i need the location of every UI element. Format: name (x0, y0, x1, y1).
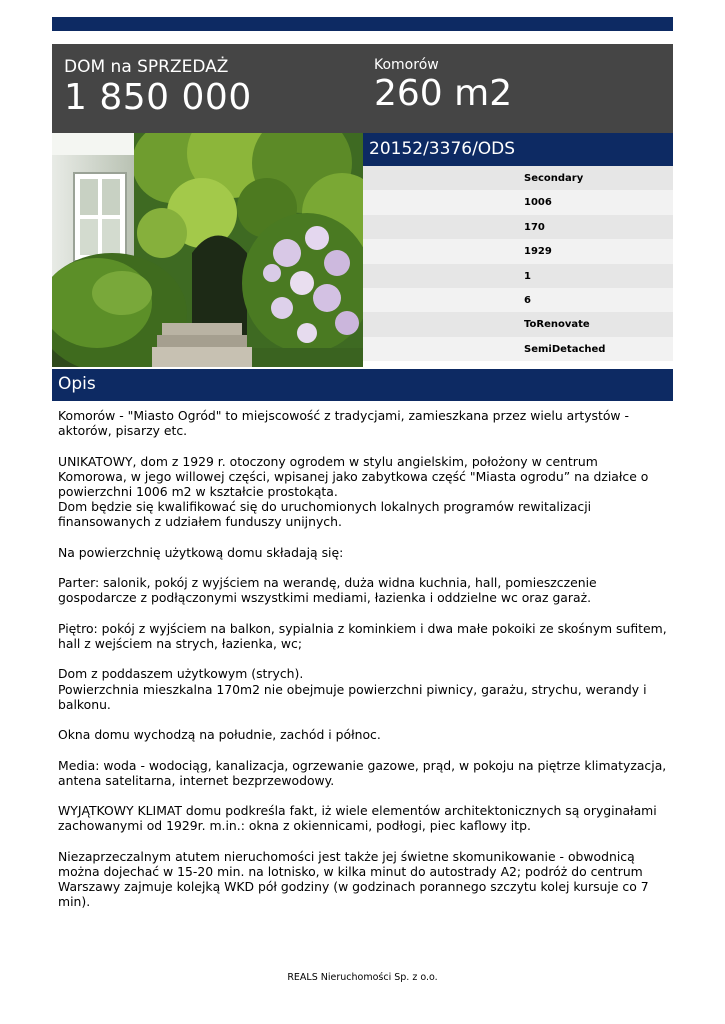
description-paragraph: Na powierzchnię użytkową domu składają się: (58, 544, 344, 560)
detail-living-area: 170 (363, 215, 673, 239)
description-paragraph: Niezaprzeczalnym atutem nieruchomości jest także jej świetne skomunikowanie - obwodnicą można dojechać w 15-20 min. na lotnisko, w kilka minut do autostrady A2; podróż do centrum Warszawy zajmuje kolejką WKD pół godziny (w godzinach porannego szczytu kolej kursuje co 7 min). (58, 848, 649, 910)
detail-building-type: SemiDetached (363, 337, 673, 361)
detail-market: Secondary (363, 166, 673, 190)
detail-year-built: 1929 (363, 239, 673, 263)
listing-type: DOM na SPRZEDAŻ (64, 57, 229, 77)
description-text (58, 408, 670, 925)
listing-price: 1 850 000 (64, 77, 252, 118)
description-paragraph: Piętro: pokój z wyjściem na balkon, sypialnia z kominkiem i dwa małe pokoiki ze skośnym sufitem, hall z wejściem na strych, łazienka, wc; (58, 620, 667, 651)
footer-company: REALS Nieruchomości Sp. z o.o. (287, 972, 438, 983)
listing-header (52, 44, 673, 133)
detail-condition: ToRenovate (363, 312, 673, 336)
description-paragraph: Komorów - "Miasto Ogród" to miejscowość z tradycjami, zamieszkana przez wielu artystów - aktorów, pisarzy etc. (58, 408, 629, 439)
detail-floors: 1 (363, 264, 673, 288)
listing-area: 260 m2 (374, 73, 513, 114)
detail-plot-area: 1006 (363, 190, 673, 214)
top-accent-bar (52, 17, 673, 31)
description-paragraph: Dom z poddaszem użytkowym (strych). Powierzchnia mieszkalna 170m2 nie obejmuje powierzchni piwnicy, garażu, strychu, werandy i balkonu. (58, 666, 647, 712)
description-paragraph: Okna domu wychodzą na południe, zachód i północ. (58, 727, 381, 743)
section-title: Opis (52, 369, 673, 401)
property-photo (52, 133, 363, 367)
description-paragraph: UNIKATOWY, dom z 1929 r. otoczony ogrodem w stylu angielskim, położony w centrum Komorowa, w jego willowej części, wpisanej jako zabytkowa część "Miasta ogrodu” na działce o powierzchni 1006 m2 w kształcie prostokąta. Dom będzie się kwalifikować się do uruchomionych lokalnych programów rewitalizacji finansowanych z udziałem funduszy unijnych. (58, 453, 649, 530)
property-details-list (363, 166, 673, 361)
listing-city: Komorów (374, 57, 439, 73)
description-paragraph: Parter: salonik, pokój z wyjściem na werandę, duża widna kuchnia, hall, pomieszczenie gospodarcze z podłączonymi wszystkimi mediami, łazienka i oddzielne wc oraz garaż. (58, 575, 597, 606)
description-paragraph: WYJĄTKOWY KLIMAT domu podkreśla fakt, iż wiele elementów architektonicznych są oryginałami zachowanymi od 1929r. m.in.: okna z okiennicami, podłogi, piec kaflowy itp. (58, 803, 657, 834)
detail-rooms: 6 (363, 288, 673, 312)
offer-reference: 20152/3376/ODS (363, 133, 673, 166)
description-paragraph: Media: woda - wodociąg, kanalizacja, ogrzewanie gazowe, prąd, w pokoju na piętrze klimatyzacja, antena satelitarna, internet bezprzewodowy. (58, 757, 667, 788)
